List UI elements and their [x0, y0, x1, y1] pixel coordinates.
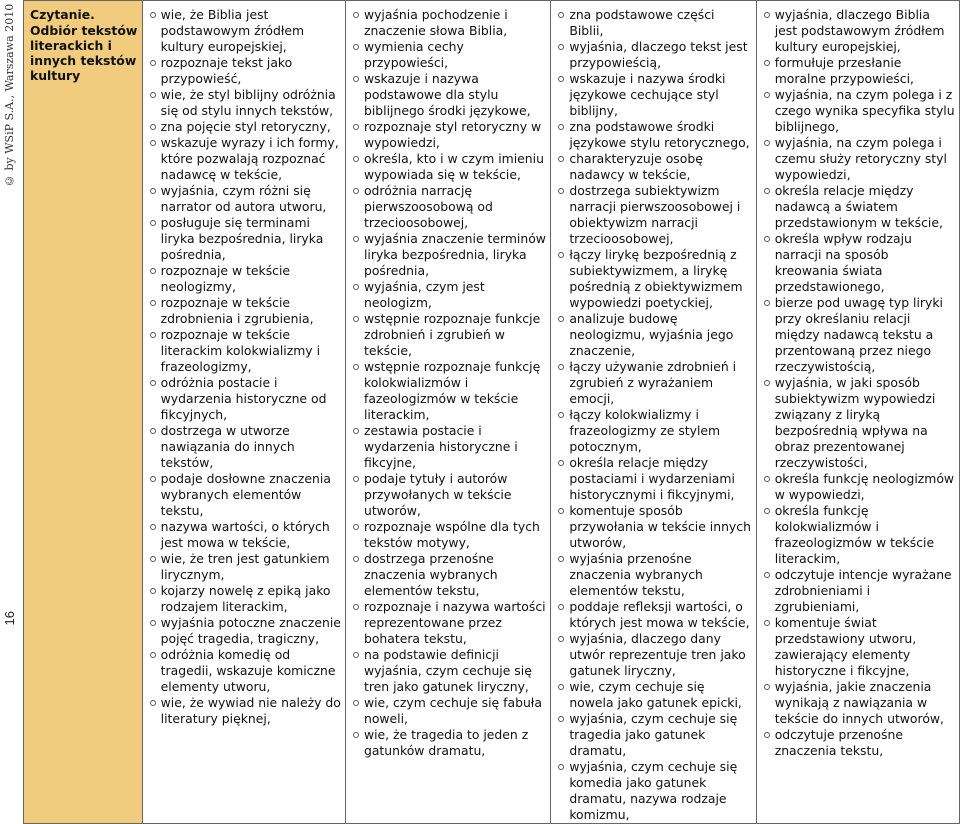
list-item: formułuje przesłanie moralne przypowieści, [763, 55, 955, 87]
level-column-3 [551, 1, 756, 824]
list-item: dostrzega w utworze nawiązania do innych tekstów, [149, 423, 341, 471]
list-item: wie, czym cechuje się nowela jako gatunek epicki, [557, 679, 751, 711]
list-item: posługuje się terminami liryka bezpośrednia, liryka pośrednia, [149, 215, 341, 263]
list-item: wskazuje i nazywa środki językowe cechujące styl biblijny, [557, 71, 751, 119]
section-label-reading: Czytanie. [30, 7, 95, 22]
bullet-list-2 [352, 7, 546, 759]
list-item: wyjaśnia, na czym polega i czemu służy retoryczny styl wypowiedzi, [763, 135, 955, 183]
list-item: bierze pod uwagę typ liryki przy określaniu relacji między nadawcą tekstu a przentowaną przez niego rzeczywistością, [763, 295, 955, 375]
list-item: wie, czym cechuje się fabuła noweli, [352, 695, 546, 727]
list-item: łączy lirykę bezpośrednią z subiektywizmem, a lirykę pośrednią z obiektywizmem wypowiedzi poetyckiej, [557, 247, 751, 311]
list-item: wie, że wywiad nie należy do literatury pięknej, [149, 695, 341, 727]
list-item: nazywa wartości, o których jest mowa w tekście, [149, 519, 341, 551]
list-item: wie, że tragedia to jeden z gatunków dramatu, [352, 727, 546, 759]
list-item: poddaje refleksji wartości, o których jest mowa w tekście, [557, 599, 751, 631]
list-item: wyjaśnia, dlaczego tekst jest przypowieścią, [557, 39, 751, 71]
bullet-list-3 [557, 7, 751, 823]
list-item: łączy używanie zdrobnień i zgrubień z wyrażaniem emocji, [557, 359, 751, 407]
list-item: rozpoznaje w tekście zdrobnienia i zgrubienia, [149, 295, 341, 327]
list-item: wskazuje i nazywa podstawowe dla stylu biblijnego środki językowe, [352, 71, 546, 119]
list-item: charakteryzuje osobę nadawcy w tekście, [557, 151, 751, 183]
list-item: określa funkcję kolokwializmów i frazeologizmów w tekście literackim, [763, 503, 955, 567]
list-item: wskazuje wyrazy i ich formy, które pozwalają rozpoznać nadawcę w tekście, [149, 135, 341, 183]
list-item: wstępnie rozpoznaje funkcję kolokwializmów i fazeologizmów w tekście literackim, [352, 359, 546, 423]
list-item: rozpoznaje wspólne dla tych tekstów motywy, [352, 519, 546, 551]
list-item: odróżnia postacie i wydarzenia historyczne od fikcyjnych, [149, 375, 341, 423]
list-item: komentuje świat przedstawiony utworu, zawierający elementy historyczne i fikcyjne, [763, 615, 955, 679]
list-item: rozpoznaje w tekście neologizmy, [149, 263, 341, 295]
list-item: wyjaśnia, dlaczego Biblia jest podstawowym źródłem kultury europejskiej, [763, 7, 955, 55]
list-item: wyjaśnia przenośne znaczenia wybranych elementów tekstu, [557, 551, 751, 599]
list-item: rozpoznaje tekst jako przypowieść, [149, 55, 341, 87]
list-item: odróżnia narrację pierwszoosobową od trzecioosobowej, [352, 183, 546, 231]
list-item: wyjaśnia potoczne znaczenie pojęć tragedia, tragiczny, [149, 615, 341, 647]
list-item: wyjaśnia, na czym polega i z czego wynika specyfika stylu biblijnego, [763, 87, 955, 135]
list-item: łączy kolokwializmy i frazeologizmy ze stylem potocznym, [557, 407, 751, 455]
list-item: zna podstawowe środki językowe stylu retorycznego, [557, 119, 751, 151]
list-item: odczytuje przenośne znaczenia tekstu, [763, 727, 955, 759]
list-item: zna podstawowe części Biblii, [557, 7, 751, 39]
list-item: określa relacje między postaciami i wydarzeniami historycznymi i fikcyjnymi, [557, 455, 751, 503]
list-item: dostrzega przenośne znaczenia wybranych elementów tekstu, [352, 551, 546, 599]
list-item: wyjaśnia, w jaki sposób subiektywizm wypowiedzi związany z liryką bezpośrednią wpływa na obraz prezentowanej rzeczywistości, [763, 375, 955, 471]
list-item: wyjaśnia, czym cechuje się komedia jako gatunek dramatu, nazywa rodzaje komizmu, [557, 759, 751, 823]
copyright-note: © by WSiP S.A., Warszawa 2010 [3, 4, 16, 188]
level-column-1 [142, 1, 345, 824]
list-item: analizuje budowę neologizmu, wyjaśnia jego znaczenie, [557, 311, 751, 359]
list-item: podaje dosłowne znaczenia wybranych elementów tekstu, [149, 471, 341, 519]
section-cell [24, 1, 143, 824]
page-number: 16 [2, 610, 17, 625]
list-item: określa funkcję neologizmów w wypowiedzi, [763, 471, 955, 503]
list-item: wstępnie rozpoznaje funkcje zdrobnień i zgrubień w tekście, [352, 311, 546, 359]
list-item: kojarzy nowelę z epiką jako rodzajem literackim, [149, 583, 341, 615]
list-item: określa, kto i w czym imieniu wypowiada się w tekście, [352, 151, 546, 183]
list-item: wie, że styl biblijny odróżnia się od stylu innych tekstów, [149, 87, 341, 119]
list-item: wyjaśnia, jakie znaczenia wynikają z nawiązania w tekście do innych utworów, [763, 679, 955, 727]
list-item: na podstawie definicji wyjaśnia, czym cechuje się tren jako gatunek liryczny, [352, 647, 546, 695]
bullet-list-1 [149, 7, 341, 727]
list-item: wyjaśnia znaczenie terminów liryka bezpośrednia, liryka pośrednia, [352, 231, 546, 279]
list-item: określa relacje między nadawcą a światem przedstawionym w tekście, [763, 183, 955, 231]
level-column-2 [345, 1, 550, 824]
list-item: rozpoznaje i nazywa wartości reprezentowane przez bohatera tekstu, [352, 599, 546, 647]
list-item: odczytuje intencje wyrażane zdrobnieniami i zgrubieniami, [763, 567, 955, 615]
list-item: wymienia cechy przypowieści, [352, 39, 546, 71]
list-item: wyjaśnia, czym cechuje się tragedia jako gatunek dramatu, [557, 711, 751, 759]
list-item: wie, że Biblia jest podstawowym źródłem kultury europejskiej, [149, 7, 341, 55]
list-item: zna pojęcie styl retoryczny, [149, 119, 341, 135]
list-item: wyjaśnia pochodzenie i znaczenie słowa Biblia, [352, 7, 546, 39]
list-item: określa wpływ rodzaju narracji na sposób kreowania świata przedstawionego, [763, 231, 955, 295]
list-item: wie, że tren jest gatunkiem lirycznym, [149, 551, 341, 583]
list-item: odróżnia komedię od tragedii, wskazuje komiczne elementy utworu, [149, 647, 341, 695]
section-label-reception: Odbiór tekstów literackich i innych tekstów kultury [30, 23, 138, 83]
page-margin [0, 0, 22, 627]
requirements-table [23, 0, 960, 824]
list-item: rozpoznaje styl retoryczny w wypowiedzi, [352, 119, 546, 151]
level-column-4 [756, 1, 959, 824]
bullet-list-4 [763, 7, 955, 759]
list-item: komentuje sposób przywołania w tekście innych utworów, [557, 503, 751, 551]
table-row [24, 1, 960, 824]
list-item: wyjaśnia, czym jest neologizm, [352, 279, 546, 311]
list-item: wyjaśnia, czym różni się narrator od autora utworu, [149, 183, 341, 215]
list-item: rozpoznaje w tekście literackim kolokwializmy i frazeologizmy, [149, 327, 341, 375]
list-item: podaje tytuły i autorów przywołanych w tekście utworów, [352, 471, 546, 519]
list-item: wyjaśnia, dlaczego dany utwór reprezentuje tren jako gatunek liryczny, [557, 631, 751, 679]
list-item: dostrzega subiektywizm narracji pierwszoosobowej i obiektywizm narracji trzecioosobowej, [557, 183, 751, 247]
list-item: zestawia postacie i wydarzenia historyczne i fikcyjne, [352, 423, 546, 471]
